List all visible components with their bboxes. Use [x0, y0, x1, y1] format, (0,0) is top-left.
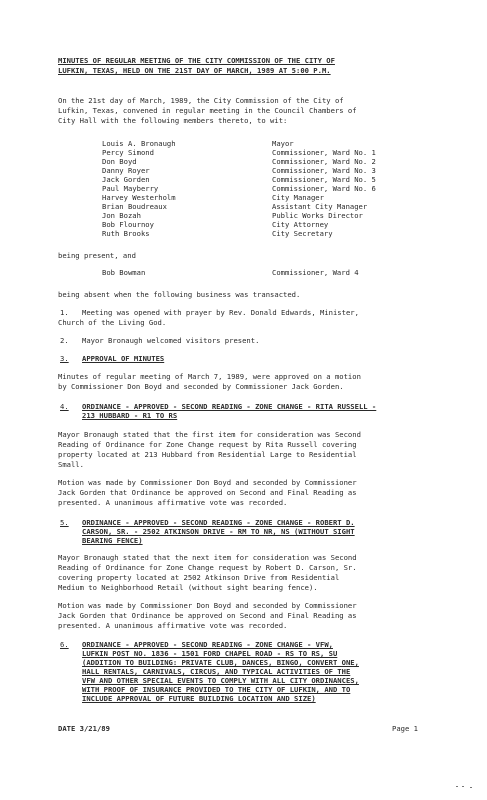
item-4-body2-line-1: Motion was made by Commissioner Don Boyd and seconded by Commissioner [58, 478, 357, 487]
item-5-body2-line-1: Motion was made by Commissioner Don Boyd and seconded by Commissioner [58, 601, 357, 610]
member-title: Commissioner, Ward No. 5 [272, 175, 376, 184]
item-3-body-line-1: Minutes of regular meeting of March 7, 1989, were approved on a motion [58, 372, 361, 381]
item-5-title-line-3: BEARING FENCE) [82, 536, 143, 545]
member-title: Assistant City Manager [272, 202, 368, 211]
minutes-heading-line-2: LUFKIN, TEXAS, HELD ON THE 21ST DAY OF MARCH, 1989 AT 5:00 P.M. [58, 66, 331, 75]
item-5-body1-line-1: Mayor Bronaugh stated that the next item for consideration was Second [58, 553, 357, 562]
item-6-title-line-4: HALL RENTALS, CARNIVALS, CIRCUS, AND TYPICAL ACTIVITIES OF THE [82, 667, 351, 676]
item-4-title-line-1: ORDINANCE - APPROVED - SECOND READING - ZONE CHANGE - RITA RUSSELL - [82, 402, 377, 411]
member-name: Louis A. Bronaugh [102, 139, 176, 148]
item-5-body2-line-2: Jack Gorden that Ordinance be approved on Second and Final Reading as [58, 611, 357, 620]
item-2-number: 2. [60, 336, 69, 345]
absent-member-name: Bob Bowman [102, 268, 146, 277]
member-name: Brian Boudreaux [102, 202, 167, 211]
item-4-body1-line-2: Reading of Ordinance for Zone Change request by Rita Russell covering [58, 440, 357, 449]
item-5-body1-line-2: Reading of Ordinance for Zone Change request by Robert D. Carson, Sr. [58, 563, 357, 572]
item-1-line-2: Church of the Living God. [58, 318, 167, 327]
scan-speck [470, 787, 472, 788]
item-5-number: 5. [60, 518, 69, 527]
item-4-number: 4. [60, 402, 69, 411]
item-6-title-line-1: ORDINANCE - APPROVED - SECOND READING - ZONE CHANGE - VFW, [82, 640, 333, 649]
item-3-body-line-2: by Commissioner Don Boyd and seconded by Commissioner Jack Gorden. [58, 382, 344, 391]
intro-line-3: City Hall with the following members thereto, to wit: [58, 116, 288, 125]
member-name: Harvey Westerholm [102, 193, 176, 202]
item-5-body1-line-3: covering property located at 2502 Atkinson Drive from Residential [58, 573, 340, 582]
member-title: Mayor [272, 139, 294, 148]
member-name: Paul Mayberry [102, 184, 159, 193]
absent-member-title: Commissioner, Ward 4 [272, 268, 359, 277]
item-1-line-1: Meeting was opened with prayer by Rev. Donald Edwards, Minister, [82, 308, 359, 317]
member-name: Ruth Brooks [102, 229, 150, 238]
member-title: Commissioner, Ward No. 3 [272, 166, 376, 175]
item-2-text: Mayor Bronaugh welcomed visitors present. [82, 336, 260, 345]
member-title: Commissioner, Ward No. 2 [272, 157, 376, 166]
item-4-body2-line-2: Jack Gorden that Ordinance be approved on Second and Final Reading as [58, 488, 357, 497]
item-6-title-line-5: VFW AND OTHER SPECIAL EVENTS TO COMPLY WITH ALL CITY ORDINANCES, [82, 676, 359, 685]
member-name: Jon Bozah [102, 211, 141, 220]
member-title: Public Works Director [272, 211, 363, 220]
item-4-title-line-2: 213 HUBBARD - R1 TO RS [82, 411, 178, 420]
being-present-text: being present, and [58, 251, 136, 260]
footer-date: DATE 3/21/89 [58, 724, 110, 733]
minutes-heading-line-1: MINUTES OF REGULAR MEETING OF THE CITY COMMISSION OF THE CITY OF [58, 56, 335, 65]
item-5-title-line-2: CARSON, SR. - 2502 ATKINSON DRIVE - RM TO NR, NS (WITHOUT SIGHT [82, 527, 355, 536]
item-5-body1-line-4: Medium to Neighborhood Retail (without sight bearing fence). [58, 583, 318, 592]
footer-page-number: Page 1 [392, 724, 418, 733]
item-4-body2-line-3: presented. A unanimous affirmative vote was recorded. [58, 498, 288, 507]
item-1-number: 1. [60, 308, 69, 317]
member-name: Bob Flournoy [102, 220, 154, 229]
item-5-body2-line-3: presented. A unanimous affirmative vote was recorded. [58, 621, 288, 630]
item-6-title-line-3: (ADDITION TO BUILDING: PRIVATE CLUB, DANCES, BINGO, CONVERT ONE, [82, 658, 359, 667]
member-title: Commissioner, Ward No. 1 [272, 148, 376, 157]
item-3-title: APPROVAL OF MINUTES [82, 354, 165, 363]
intro-line-2: Lufkin, Texas, convened in regular meeting in the Council Chambers of [58, 106, 357, 115]
item-6-number: 6. [60, 640, 69, 649]
member-name: Don Boyd [102, 157, 137, 166]
intro-line-1: On the 21st day of March, 1989, the City Commission of the City of [58, 96, 344, 105]
member-name: Percy Simond [102, 148, 154, 157]
member-title: Commissioner, Ward No. 6 [272, 184, 376, 193]
scan-speck [456, 786, 458, 787]
item-5-title-line-1: ORDINANCE - APPROVED - SECOND READING - ZONE CHANGE - ROBERT D. [82, 518, 355, 527]
member-title: City Manager [272, 193, 324, 202]
member-name: Danny Royer [102, 166, 150, 175]
item-6-title-line-6: WITH PROOF OF INSURANCE PROVIDED TO THE CITY OF LUFKIN, AND TO [82, 685, 351, 694]
member-title: City Attorney [272, 220, 329, 229]
scan-speck [462, 786, 464, 787]
item-4-body1-line-1: Mayor Bronaugh stated that the first item for consideration was Second [58, 430, 361, 439]
item-6-title-line-7: INCLUDE APPROVAL OF FUTURE BUILDING LOCATION AND SIZE) [82, 694, 316, 703]
member-title: City Secretary [272, 229, 333, 238]
item-4-body1-line-3: property located at 213 Hubbard from Residential Large to Residential [58, 450, 357, 459]
member-name: Jack Gorden [102, 175, 150, 184]
item-6-title-line-2: LUFKIN POST NO. 1836 - 1501 FORD CHAPEL ROAD - RS TO RS, SU [82, 649, 338, 658]
item-4-body1-line-4: Small. [58, 460, 84, 469]
item-3-number: 3. [60, 354, 69, 363]
being-absent-text: being absent when the following business was transacted. [58, 290, 301, 299]
